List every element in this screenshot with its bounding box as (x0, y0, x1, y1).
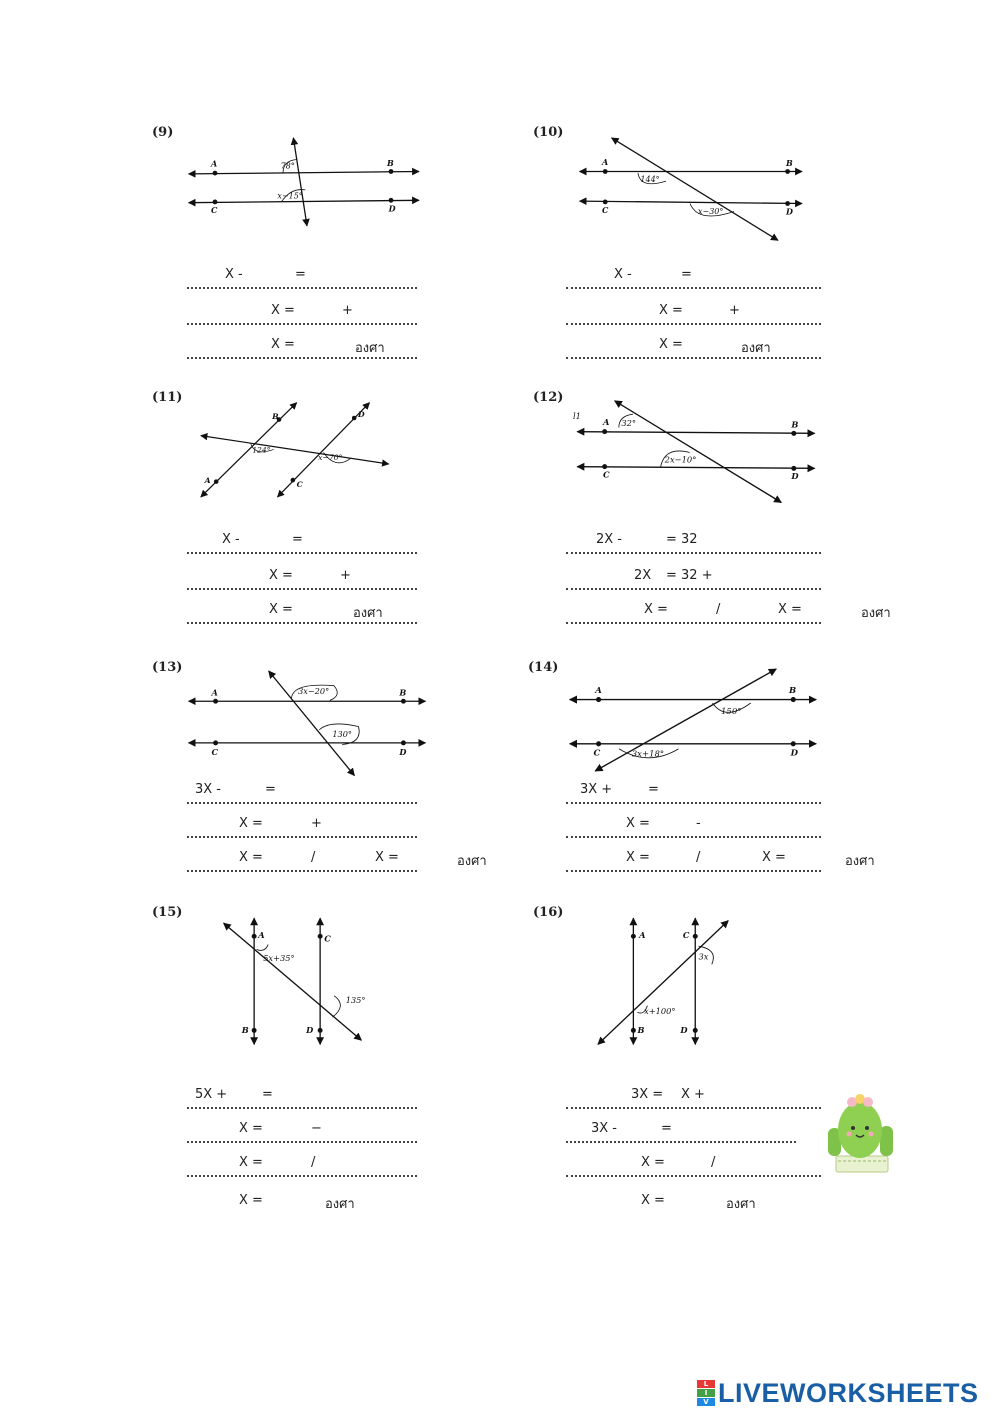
svg-text:32°: 32° (621, 417, 637, 428)
svg-text:C: C (593, 748, 601, 759)
answer-line-1[interactable]: 3X - = (187, 782, 417, 804)
angle-2: x−15° (277, 191, 303, 201)
answer-line-3[interactable]: X = องศา (566, 337, 821, 359)
figure-11 (197, 390, 427, 515)
problem-number: (12) (533, 390, 564, 405)
answer-line-4[interactable]: X = องศา (641, 1193, 756, 1212)
figure-16 (588, 905, 753, 1060)
answer-line-2[interactable]: 3X - = (566, 1121, 796, 1143)
unit-label: องศา (457, 854, 487, 869)
svg-text:D: D (306, 1024, 314, 1035)
answer-line-1[interactable]: X - = (566, 267, 821, 289)
answer-line-3[interactable]: X = / X = (187, 850, 417, 872)
svg-text:150°: 150° (721, 707, 742, 718)
svg-text:D: D (680, 1024, 688, 1035)
label-c: C (211, 205, 218, 216)
answer-line-3[interactable]: X = / (187, 1155, 417, 1177)
problem-number: (9) (152, 125, 174, 140)
svg-text:A: A (258, 929, 265, 940)
figure-15 (217, 905, 382, 1060)
answer-line-2[interactable]: 2X = 32 + (566, 568, 821, 590)
answer-line-2[interactable]: X = + (187, 816, 417, 838)
answer-line-3[interactable]: X = / (566, 1155, 821, 1177)
problem-10 (533, 125, 1000, 375)
label-d: D (388, 203, 396, 214)
figure-14 (568, 660, 823, 780)
svg-text:A: A (639, 929, 646, 940)
answer-line-1[interactable]: X - = (187, 532, 417, 554)
svg-text:B: B (786, 157, 793, 168)
answer-line-3[interactable]: X = องศา (187, 337, 417, 359)
answer-line-1[interactable]: X - = (187, 267, 417, 289)
answer-line-2[interactable]: X = + (566, 303, 821, 325)
problem-number: (11) (152, 390, 183, 405)
problem-14 (528, 660, 998, 910)
svg-text:C: C (603, 469, 610, 480)
svg-text:C: C (324, 933, 331, 944)
svg-text:130°: 130° (332, 729, 353, 740)
cactus-icon (822, 1090, 902, 1175)
svg-text:A: A (204, 476, 211, 486)
svg-text:B: B (241, 1024, 249, 1035)
answer-line-1[interactable]: 5X + = (187, 1087, 417, 1109)
svg-text:A: A (595, 685, 602, 696)
figure-9 (187, 125, 427, 250)
svg-text:x−70°: x−70° (318, 453, 343, 463)
svg-text:3x−20°: 3x−20° (298, 685, 330, 696)
problem-number: (14) (528, 660, 559, 675)
svg-text:A: A (603, 417, 610, 427)
figure-13 (187, 660, 432, 780)
answer-line-2[interactable]: X = + (187, 568, 417, 590)
answer-line-2[interactable]: X = + (187, 303, 417, 325)
figure-12 (573, 390, 823, 515)
angle-1: 78° (280, 161, 295, 171)
svg-text:5x+35°: 5x+35° (263, 953, 295, 964)
svg-text:C: C (682, 929, 690, 940)
svg-text:135°: 135° (345, 995, 366, 1006)
figure-10 (578, 125, 818, 250)
liveworksheets-logo[interactable] (697, 1378, 979, 1408)
svg-text:l1: l1 (573, 411, 581, 422)
svg-text:D: D (791, 471, 799, 482)
svg-text:3x: 3x (698, 951, 709, 962)
svg-text:B: B (272, 411, 279, 421)
svg-text:C: C (211, 747, 218, 758)
svg-text:B: B (399, 687, 407, 698)
svg-text:144°: 144° (640, 174, 660, 184)
svg-text:x−30°: x−30° (698, 206, 724, 216)
problem-number: (15) (152, 905, 183, 920)
unit-label: องศา (861, 606, 891, 621)
label-b: B (387, 157, 394, 168)
svg-text:D: D (358, 410, 365, 420)
answer-line-2[interactable]: X = − (187, 1121, 417, 1143)
label-a: A (211, 158, 218, 169)
answer-line-3[interactable]: X = / X = (566, 850, 821, 872)
svg-text:A: A (602, 157, 609, 168)
line-ab (189, 172, 419, 174)
unit-label: องศา (845, 854, 875, 869)
answer-line-1[interactable]: 3X + = (566, 782, 821, 804)
problem-number: (13) (152, 660, 183, 675)
transversal (293, 138, 307, 226)
logo-icon: L I V (697, 1380, 715, 1406)
svg-text:x+100°: x+100° (644, 1005, 676, 1016)
answer-line-3[interactable]: X = องศา (187, 602, 417, 624)
svg-text:B: B (637, 1024, 645, 1035)
svg-text:D: D (790, 748, 799, 759)
brand-text: LIVEWORKSHEETS (718, 1377, 979, 1408)
problem-number: (10) (533, 125, 564, 140)
answer-line-1[interactable]: 3X = X + (566, 1087, 821, 1109)
svg-text:D: D (786, 206, 793, 217)
problem-16 (533, 905, 1000, 1212)
svg-text:C: C (296, 480, 303, 489)
problem-number: (16) (533, 905, 564, 920)
svg-text:D: D (399, 747, 407, 758)
svg-text:A: A (211, 687, 218, 698)
svg-text:2x−10°: 2x−10° (664, 454, 697, 465)
answer-line-2[interactable]: X = - (566, 816, 821, 838)
svg-text:C: C (602, 205, 609, 216)
problem-12 (533, 390, 1000, 640)
answer-line-1[interactable]: 2X - = 32 (566, 532, 821, 554)
svg-text:B: B (789, 685, 797, 696)
svg-text:3x+18°: 3x+18° (631, 749, 665, 760)
svg-text:124°: 124° (252, 445, 271, 455)
answer-line-4[interactable]: X = องศา (239, 1193, 355, 1212)
answer-line-3[interactable]: X = / X = (566, 602, 821, 624)
svg-text:B: B (791, 419, 799, 430)
